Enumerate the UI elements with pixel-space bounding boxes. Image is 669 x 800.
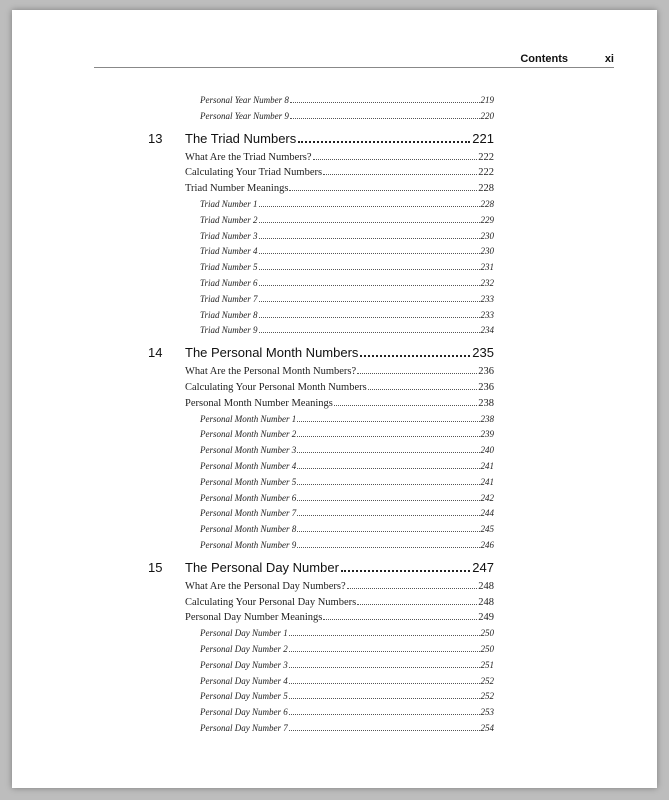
entry-title: Triad Number 8 (200, 309, 258, 320)
entry-title: Personal Day Number 4 (200, 675, 288, 686)
toc-subentry[interactable] (200, 461, 494, 474)
dot-leader (347, 588, 478, 589)
dot-leader (289, 714, 480, 715)
entry-title: Triad Number 4 (200, 246, 258, 257)
entry-title: Personal Year Number 8 (200, 95, 289, 105)
toc-subentry[interactable] (200, 691, 494, 704)
entry-title: Personal Month Number 4 (200, 461, 297, 471)
entry-title: Triad Number 7 (200, 293, 258, 304)
toc-subentry[interactable] (200, 628, 494, 641)
entry-title: Personal Day Number 7 (200, 723, 288, 733)
entry-page-number: 242 (480, 492, 494, 503)
chapter-page-number: 247 (472, 559, 494, 575)
chapter-title: The Personal Month Numbers (185, 345, 359, 361)
toc-subentry[interactable] (200, 723, 494, 736)
entry-title: Calculating Your Triad Numbers (185, 167, 323, 179)
book-page (12, 10, 657, 788)
toc-subentry[interactable] (200, 95, 494, 108)
toc-subentry[interactable] (200, 278, 494, 291)
dot-leader (259, 285, 480, 286)
dot-leader (368, 389, 478, 390)
toc-entry[interactable] (185, 152, 494, 166)
chapter-title: The Personal Day Number (185, 559, 339, 575)
chapter-heading[interactable] (148, 560, 494, 578)
dot-leader (259, 301, 480, 302)
entry-page-number: 250 (480, 644, 494, 654)
dot-leader (297, 468, 479, 469)
dot-leader (259, 238, 480, 239)
header-section-title: Contents (520, 53, 568, 65)
dot-leader (297, 515, 479, 516)
toc-entry[interactable] (185, 597, 494, 611)
dot-leader (289, 698, 480, 699)
chapter-number: 14 (148, 345, 163, 361)
entry-title: Personal Month Number 2 (200, 429, 297, 440)
dot-leader (289, 651, 480, 652)
dot-leader (259, 269, 480, 270)
toc-entry[interactable] (185, 612, 494, 626)
dot-leader (259, 253, 480, 254)
entry-page-number: 233 (480, 293, 494, 304)
entry-page-number: 248 (478, 580, 494, 592)
toc-subentry[interactable] (200, 644, 494, 657)
entry-title: Personal Day Number 3 (200, 659, 288, 670)
dot-leader (290, 102, 480, 103)
entry-title: Personal Month Number 7 (200, 508, 297, 519)
toc-subentry[interactable] (200, 414, 494, 427)
entry-page-number: 253 (480, 707, 494, 718)
entry-title: Calculating Your Personal Month Numbers (185, 382, 367, 393)
dot-leader (357, 373, 477, 374)
chapter-heading[interactable] (148, 131, 494, 149)
dot-leader (313, 159, 478, 160)
entry-page-number: 230 (480, 230, 494, 241)
entry-page-number: 228 (480, 199, 494, 209)
toc-subentry[interactable] (200, 676, 494, 689)
entry-title: What Are the Personal Day Numbers? (185, 580, 346, 592)
entry-page-number: 222 (478, 151, 494, 163)
toc-subentry[interactable] (200, 524, 494, 537)
dot-leader (297, 547, 479, 548)
toc-subentry[interactable] (200, 199, 494, 212)
entry-page-number: 236 (478, 382, 494, 393)
dot-leader (298, 141, 470, 143)
entry-page-number: 250 (480, 628, 494, 639)
entry-title: Triad Number 2 (200, 214, 258, 225)
chapter-heading[interactable] (148, 345, 494, 363)
toc-subentry[interactable] (200, 540, 494, 553)
entry-title: Personal Month Number 1 (200, 413, 297, 424)
toc-entry[interactable] (185, 398, 494, 412)
header-page-number: xi (604, 53, 614, 65)
entry-title: Triad Number 3 (200, 230, 258, 241)
entry-page-number: 244 (480, 508, 494, 519)
table-of-contents (12, 10, 657, 788)
entry-page-number: 236 (478, 366, 494, 378)
entry-page-number: 229 (480, 214, 494, 225)
toc-entry[interactable] (185, 382, 494, 396)
toc-subentry[interactable] (200, 231, 494, 244)
entry-title: Triad Number 9 (200, 325, 258, 336)
entry-title: Triad Number 6 (200, 278, 258, 288)
entry-page-number: 251 (480, 659, 494, 670)
entry-page-number: 241 (480, 476, 494, 487)
entry-page-number: 238 (480, 413, 494, 424)
entry-page-number: 246 (480, 540, 494, 550)
dot-leader (290, 118, 480, 119)
toc-subentry[interactable] (200, 262, 494, 275)
toc-subentry[interactable] (200, 215, 494, 228)
toc-subentry[interactable] (200, 325, 494, 338)
entry-page-number: 222 (478, 167, 494, 179)
dot-leader (334, 405, 477, 406)
entry-title: Personal Day Number Meanings (185, 612, 323, 624)
dot-leader (297, 484, 479, 485)
dot-leader (297, 531, 479, 532)
chapter-page-number: 235 (472, 345, 494, 361)
toc-entry[interactable] (185, 183, 494, 197)
entry-title: Triad Number Meanings (185, 183, 289, 195)
dot-leader (259, 317, 480, 318)
dot-leader (357, 604, 477, 605)
entry-title: Personal Month Number 8 (200, 524, 297, 535)
entry-title: Personal Day Number 6 (200, 707, 288, 718)
toc-entry[interactable] (185, 581, 494, 595)
entry-title: What Are the Personal Month Numbers? (185, 366, 357, 378)
entry-title: Personal Day Number 1 (200, 628, 288, 639)
dot-leader (297, 421, 479, 422)
entry-page-number: 241 (480, 461, 494, 471)
entry-page-number: 238 (478, 397, 494, 409)
chapter-page-number: 221 (472, 130, 494, 146)
chapter-number: 13 (148, 130, 163, 146)
toc-entry[interactable] (185, 167, 494, 181)
toc-subentry[interactable] (200, 477, 494, 490)
dot-leader (259, 206, 480, 207)
entry-page-number: 230 (480, 246, 494, 257)
entry-title: Personal Month Number 5 (200, 476, 297, 487)
entry-title: Personal Month Number 9 (200, 540, 297, 550)
entry-page-number: 249 (478, 612, 494, 624)
entry-title: Calculating Your Personal Day Numbers (185, 596, 357, 608)
entry-title: Personal Year Number 9 (200, 110, 289, 121)
entry-title: Personal Day Number 5 (200, 691, 288, 702)
toc-subentry[interactable] (200, 493, 494, 506)
toc-subentry[interactable] (200, 429, 494, 442)
entry-page-number: 248 (478, 596, 494, 608)
entry-page-number: 252 (480, 691, 494, 702)
toc-subentry[interactable] (200, 294, 494, 307)
entry-page-number: 220 (480, 110, 494, 121)
entry-title: Triad Number 5 (200, 262, 258, 273)
toc-subentry[interactable] (200, 445, 494, 458)
dot-leader (289, 730, 480, 731)
chapter-title: The Triad Numbers (185, 130, 297, 146)
entry-page-number: 232 (480, 278, 494, 288)
entry-title: Personal Day Number 2 (200, 644, 288, 654)
entry-title: What Are the Triad Numbers? (185, 151, 312, 163)
entry-page-number: 233 (480, 309, 494, 320)
toc-subentry[interactable] (200, 660, 494, 673)
toc-subentry[interactable] (200, 111, 494, 124)
entry-title: Personal Month Number 6 (200, 492, 297, 503)
entry-title: Triad Number 1 (200, 199, 258, 209)
toc-subentry[interactable] (200, 508, 494, 521)
dot-leader (259, 222, 480, 223)
dot-leader (289, 190, 477, 191)
dot-leader (323, 174, 477, 175)
entry-page-number: 234 (480, 325, 494, 336)
dot-leader (297, 436, 479, 437)
dot-leader (297, 500, 479, 501)
dot-leader (341, 570, 470, 572)
dot-leader (289, 683, 480, 684)
entry-title: Personal Month Number Meanings (185, 397, 333, 409)
toc-subentry[interactable] (200, 707, 494, 720)
entry-title: Personal Month Number 3 (200, 445, 297, 456)
entry-page-number: 228 (478, 183, 494, 195)
entry-page-number: 254 (480, 723, 494, 733)
toc-subentry[interactable] (200, 310, 494, 323)
dot-leader (297, 452, 479, 453)
toc-subentry[interactable] (200, 246, 494, 259)
entry-page-number: 239 (480, 429, 494, 440)
entry-page-number: 231 (480, 262, 494, 273)
dot-leader (289, 667, 480, 668)
toc-entry[interactable] (185, 366, 494, 380)
dot-leader (323, 619, 477, 620)
entry-page-number: 245 (480, 524, 494, 535)
entry-page-number: 219 (480, 95, 494, 105)
entry-page-number: 252 (480, 675, 494, 686)
dot-leader (289, 635, 480, 636)
entry-page-number: 240 (480, 445, 494, 456)
dot-leader (259, 332, 480, 333)
chapter-number: 15 (148, 559, 163, 575)
dot-leader (360, 355, 470, 357)
